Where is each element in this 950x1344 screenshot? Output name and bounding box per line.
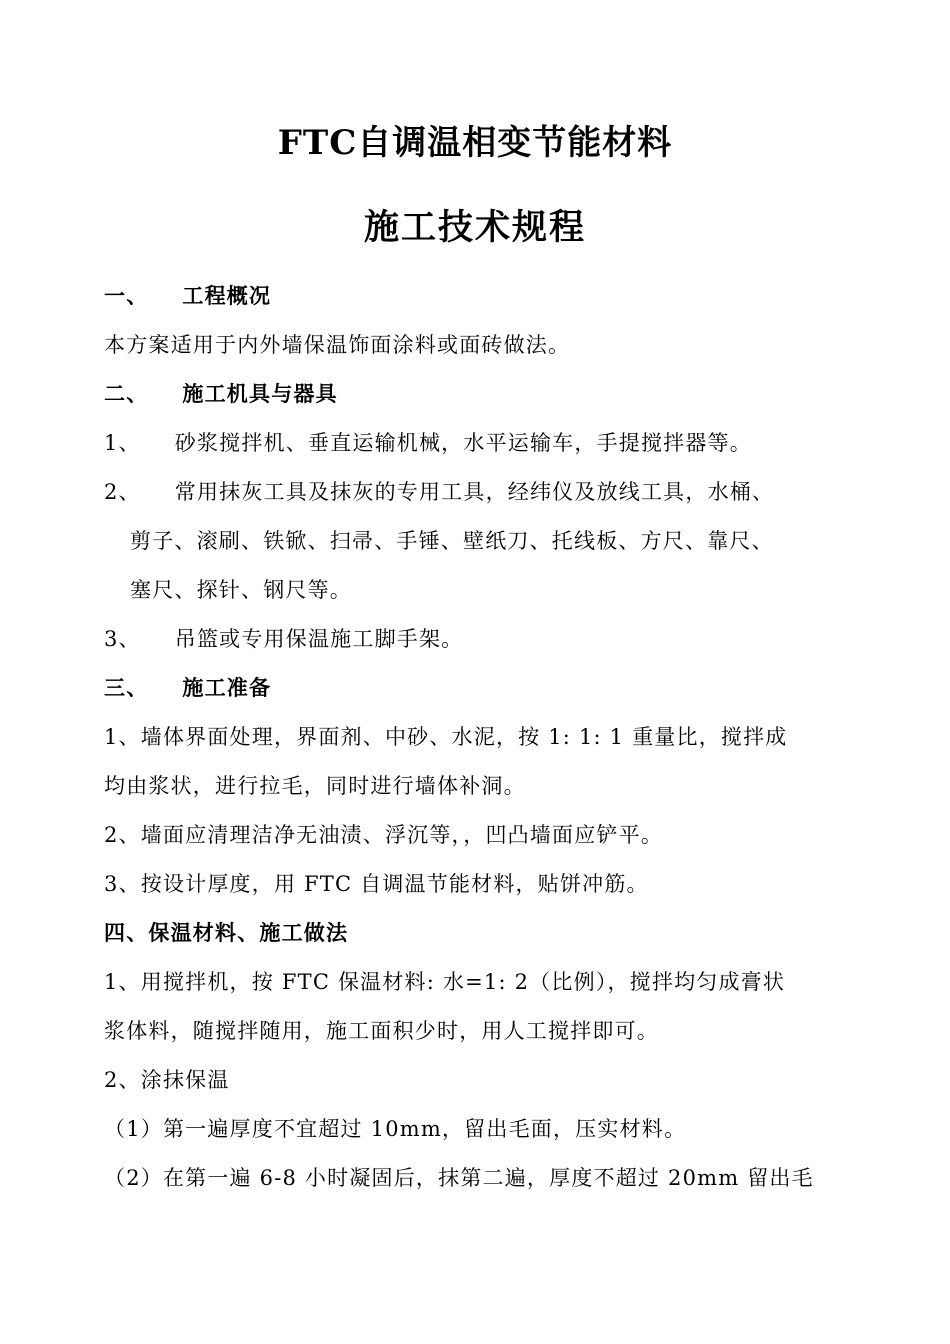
paragraph-line: 浆体料，随搅拌随用，施工面积少时，用人工搅拌即可。 (104, 1019, 659, 1043)
paragraph-line: （2）在第一遍 6-8 小时凝固后，抹第二遍，厚度不超过 20mm 留出毛 (104, 1166, 814, 1190)
list-item: 3、 吊篮或专用保温施工脚手架。 (104, 627, 464, 651)
document-title: FTC自调温相变节能材料 (277, 123, 673, 163)
list-item: 2、 常用抹灰工具及抹灰的专用工具，经纬仪及放线工具，水桶、 (104, 480, 775, 504)
paragraph-line: 2、墙面应清理洁净无油渍、浮沉等，，凹凸墙面应铲平。 (104, 823, 664, 847)
section-heading-1: 一、 工程概况 (104, 283, 272, 308)
paragraph-line: 1、用搅拌机，按 FTC 保温材料: 水=1: 2（比例），搅拌均匀成膏状 (104, 970, 786, 994)
paragraph-line: （1）第一遍厚度不宜超过 10mm，留出毛面，压实材料。 (104, 1117, 687, 1141)
list-item: 1、 砂浆搅拌机、垂直运输机械，水平运输车，手提搅拌器等。 (104, 431, 752, 455)
paragraph-line: 本方案适用于内外墙保温饰面涂料或面砖做法。 (104, 333, 571, 357)
document-subtitle: 施工技术规程 (363, 207, 586, 248)
list-item-continuation: 塞尺、探针、钢尺等。 (130, 578, 352, 602)
paragraph-line: 2、涂抹保温 (104, 1068, 230, 1092)
section-heading-3: 三、 施工准备 (104, 675, 272, 700)
section-heading-2: 二、 施工机具与器具 (104, 381, 338, 406)
paragraph-line: 1、墙体界面处理，界面剂、中砂、水泥，按 1: 1: 1 重量比，搅拌成 (104, 725, 788, 749)
paragraph-line: 3、按设计厚度，用 FTC 自调温节能材料，贴饼冲筋。 (104, 872, 649, 896)
paragraph-line: 均由浆状，进行拉毛，同时进行墙体补洞。 (104, 774, 526, 798)
section-heading-4: 四、保温材料、施工做法 (104, 920, 349, 945)
list-item-continuation: 剪子、滚刷、铁锨、扫帚、手锤、壁纸刀、托线板、方尺、靠尺、 (130, 529, 774, 553)
